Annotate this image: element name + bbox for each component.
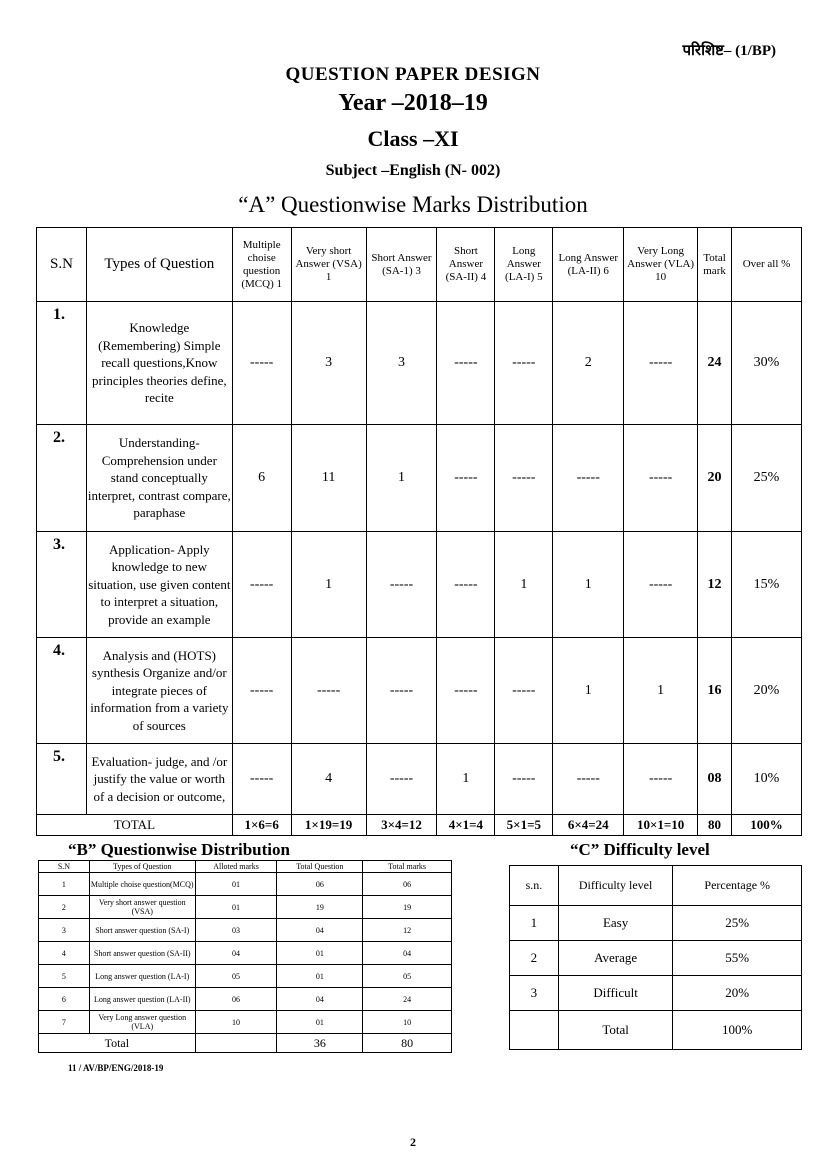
question-type: Evaluation- judge, and /or justify the value or worth of a decision or outcome, (86, 744, 232, 815)
table-row (39, 873, 452, 896)
alloted-marks: 10 (195, 1011, 277, 1034)
table-row (510, 906, 802, 941)
column-header: Difficulty level (558, 866, 673, 906)
row-number: 3 (510, 976, 559, 1011)
total-mark-cell: 16 (698, 638, 732, 744)
percentage: 55% (673, 941, 802, 976)
row-number: 4 (39, 942, 90, 965)
table-row (37, 302, 802, 425)
la1-total: 5×1=5 (495, 815, 553, 836)
total-marks: 04 (363, 942, 452, 965)
la1-cell: 1 (495, 532, 553, 638)
la2-total: 6×4=24 (553, 815, 624, 836)
sa1-total: 3×4=12 (366, 815, 437, 836)
questionwise-distribution-table (38, 860, 452, 1053)
total-marks: 24 (363, 988, 452, 1011)
vsa-cell: 3 (291, 302, 366, 425)
alloted-marks: 01 (195, 873, 277, 896)
sa2-cell: ----- (437, 302, 495, 425)
total-mark-cell: 24 (698, 302, 732, 425)
table-row (39, 942, 452, 965)
question-type: Long answer question (LA-II) (89, 988, 195, 1011)
vla-cell: ----- (624, 532, 698, 638)
row-number: 1 (39, 873, 90, 896)
alloted-marks: 01 (195, 896, 277, 919)
question-type: Short answer question (SA-II) (89, 942, 195, 965)
total-question-sum: 36 (277, 1034, 363, 1053)
total-label: Total (39, 1034, 196, 1053)
column-header: Multiple choise question (MCQ) 1 (232, 228, 291, 302)
total-marks: 05 (363, 965, 452, 988)
vla-total: 10×1=10 (624, 815, 698, 836)
question-type: Very Long answer question (VLA) (89, 1011, 195, 1034)
column-header: Total marks (363, 861, 452, 873)
row-number: 3 (39, 919, 90, 942)
total-question: 01 (277, 1011, 363, 1034)
table-row (39, 988, 452, 1011)
column-header: Short Answer (SA-1) 3 (366, 228, 437, 302)
vla-cell: ----- (624, 744, 698, 815)
class-heading: Class –XI (367, 126, 459, 151)
section-b-heading: “B” Questionwise Distribution (68, 840, 290, 859)
total-mark-cell: 12 (698, 532, 732, 638)
column-header: Types of Question (86, 228, 232, 302)
difficulty-level-table (509, 865, 802, 1050)
alloted-marks: 06 (195, 988, 277, 1011)
percent-cell: 30% (732, 302, 802, 425)
page-title: QUESTION PAPER DESIGN (285, 64, 541, 85)
column-header: S.N (39, 861, 90, 873)
total-label: Total (558, 1011, 673, 1050)
difficulty-level: Difficult (558, 976, 673, 1011)
vsa-cell: 1 (291, 532, 366, 638)
sa1-cell: 1 (366, 425, 437, 532)
column-header: Total mark (698, 228, 732, 302)
grand-total-percent: 100% (732, 815, 802, 836)
la1-cell: ----- (495, 638, 553, 744)
total-label: TOTAL (37, 815, 233, 836)
total-marks-sum: 80 (363, 1034, 452, 1053)
sa2-total: 4×1=4 (437, 815, 495, 836)
total-marks: 12 (363, 919, 452, 942)
table-row (37, 532, 802, 638)
table-row (37, 638, 802, 744)
table-row (39, 1011, 452, 1034)
sa1-cell: ----- (366, 532, 437, 638)
sa1-cell: 3 (366, 302, 437, 425)
percent-cell: 15% (732, 532, 802, 638)
alloted-marks: 04 (195, 942, 277, 965)
column-header: Over all % (732, 228, 802, 302)
la2-cell: ----- (553, 744, 624, 815)
appendix-reference: परिशिष्ट– (1/BP) (682, 43, 776, 59)
empty-cell (510, 1011, 559, 1050)
column-header: S.N (37, 228, 87, 302)
table-row (37, 425, 802, 532)
question-type: Long answer question (LA-I) (89, 965, 195, 988)
total-marks: 06 (363, 873, 452, 896)
empty-cell (195, 1034, 277, 1053)
table-header-row (37, 228, 802, 302)
la2-cell: 2 (553, 302, 624, 425)
sa1-cell: ----- (366, 638, 437, 744)
table-total-row (510, 1011, 802, 1050)
row-number: 6 (39, 988, 90, 1011)
table-row (39, 896, 452, 919)
column-header: Short Answer (SA-II) 4 (437, 228, 495, 302)
mcq-cell: ----- (232, 638, 291, 744)
difficulty-level: Easy (558, 906, 673, 941)
la1-cell: ----- (495, 302, 553, 425)
column-header: Long Answer (LA-II) 6 (553, 228, 624, 302)
la2-cell: 1 (553, 532, 624, 638)
mcq-total: 1×6=6 (232, 815, 291, 836)
section-a-heading: “A” Questionwise Marks Distribution (238, 192, 588, 217)
column-header: Alloted marks (195, 861, 277, 873)
alloted-marks: 05 (195, 965, 277, 988)
column-header: Very short Answer (VSA) 1 (291, 228, 366, 302)
marks-distribution-table (36, 227, 802, 836)
grand-total-mark: 80 (698, 815, 732, 836)
percent-cell: 25% (732, 425, 802, 532)
percentage: 25% (673, 906, 802, 941)
vla-cell: ----- (624, 302, 698, 425)
table-row (510, 976, 802, 1011)
row-number: 3. (37, 532, 87, 638)
total-question: 01 (277, 965, 363, 988)
column-header: Types of Question (89, 861, 195, 873)
sa2-cell: 1 (437, 744, 495, 815)
total-marks: 19 (363, 896, 452, 919)
column-header: Long Answer (LA-I) 5 (495, 228, 553, 302)
la1-cell: ----- (495, 425, 553, 532)
total-question: 04 (277, 919, 363, 942)
table-header-row (510, 866, 802, 906)
sa2-cell: ----- (437, 532, 495, 638)
difficulty-level: Average (558, 941, 673, 976)
total-percentage: 100% (673, 1011, 802, 1050)
mcq-cell: 6 (232, 425, 291, 532)
la1-cell: ----- (495, 744, 553, 815)
question-type: Understanding- Comprehension under stand conceptually interpret, contrast compare, paraphase (86, 425, 232, 532)
percentage: 20% (673, 976, 802, 1011)
table-total-row (39, 1034, 452, 1053)
row-number: 1. (37, 302, 87, 425)
column-header: Total Question (277, 861, 363, 873)
vla-cell: 1 (624, 638, 698, 744)
sa2-cell: ----- (437, 425, 495, 532)
total-mark-cell: 20 (698, 425, 732, 532)
table-header-row (39, 861, 452, 873)
row-number: 5. (37, 744, 87, 815)
question-type: Application- Apply knowledge to new situation, use given content to interpret a situation, provide an example (86, 532, 232, 638)
la2-cell: ----- (553, 425, 624, 532)
mcq-cell: ----- (232, 532, 291, 638)
table-row (37, 744, 802, 815)
row-number: 2 (39, 896, 90, 919)
document-code: 11 / AV/BP/ENG/2018-19 (68, 1063, 164, 1073)
subject-heading: Subject –English (N- 002) (325, 162, 501, 179)
section-c-heading: “C” Difficulty level (570, 840, 710, 859)
row-number: 5 (39, 965, 90, 988)
row-number: 7 (39, 1011, 90, 1034)
table-row (510, 941, 802, 976)
column-header: Percentage % (673, 866, 802, 906)
total-marks: 10 (363, 1011, 452, 1034)
row-number: 1 (510, 906, 559, 941)
sa2-cell: ----- (437, 638, 495, 744)
percent-cell: 20% (732, 638, 802, 744)
vsa-cell: 11 (291, 425, 366, 532)
mcq-cell: ----- (232, 744, 291, 815)
row-number: 4. (37, 638, 87, 744)
total-mark-cell: 08 (698, 744, 732, 815)
vsa-cell: 4 (291, 744, 366, 815)
question-type: Multiple choise question(MCQ) (89, 873, 195, 896)
vsa-total: 1×19=19 (291, 815, 366, 836)
year-heading: Year –2018–19 (338, 90, 488, 116)
question-type: Knowledge (Remembering) Simple recall questions,Know principles theories define, recite (86, 302, 232, 425)
mcq-cell: ----- (232, 302, 291, 425)
question-type: Very short answer question (VSA) (89, 896, 195, 919)
total-question: 01 (277, 942, 363, 965)
percent-cell: 10% (732, 744, 802, 815)
table-row (39, 965, 452, 988)
question-type: Short answer question (SA-I) (89, 919, 195, 942)
table-row (39, 919, 452, 942)
alloted-marks: 03 (195, 919, 277, 942)
table-total-row (37, 815, 802, 836)
total-question: 04 (277, 988, 363, 1011)
total-question: 19 (277, 896, 363, 919)
sa1-cell: ----- (366, 744, 437, 815)
column-header: Very Long Answer (VLA) 10 (624, 228, 698, 302)
column-header: s.n. (510, 866, 559, 906)
total-question: 06 (277, 873, 363, 896)
la2-cell: 1 (553, 638, 624, 744)
row-number: 2. (37, 425, 87, 532)
row-number: 2 (510, 941, 559, 976)
page-number: 2 (410, 1135, 416, 1149)
vla-cell: ----- (624, 425, 698, 532)
question-type: Analysis and (HOTS) synthesis Organize and/or integrate pieces of information from a variety of sources (86, 638, 232, 744)
vsa-cell: ----- (291, 638, 366, 744)
